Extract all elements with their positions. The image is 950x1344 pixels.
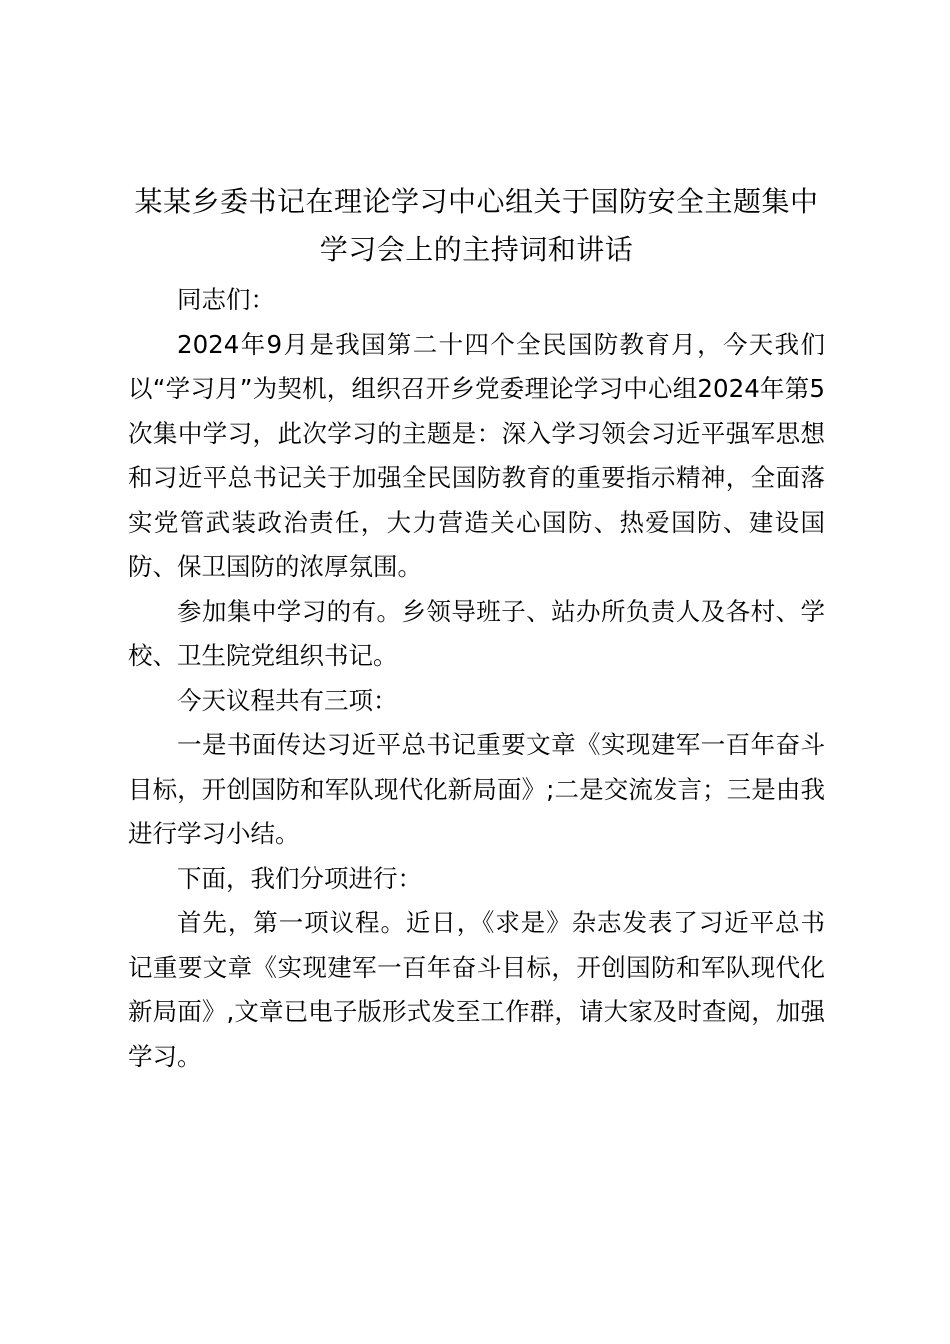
paragraph-agenda-items: 一是书面传达习近平总书记重要文章《实现建军一百年奋斗目标，开创国防和军队现代化新局面》;二是交流发言；三是由我进行学习小结。: [128, 730, 825, 848]
paragraph-proceed: 下面，我们分项进行：: [177, 863, 422, 893]
paragraph-intro: 2024年9月是我国第二十四个全民国防教育月，今天我们以“学习月”为契机，组织召开乡党委理论学习中心组2024年第5次集中学习，此次学习的主题是：深入学习领会习近平强军思想和习近平总书记关于加强全民国防教育的重要指示精神，全面落实党管武装政治责任，大力营造关心国防、热爱国防、建设国防、保卫国防的浓厚氛围。: [128, 329, 825, 581]
paragraph-first-item: 首先，第一项议程。近日，《求是》杂志发表了习近平总书记重要文章《实现建军一百年奋斗目标，开创国防和军队现代化新局面》,文章已电子版形式发至工作群，请大家及时查阅，加强学习。: [128, 908, 825, 1071]
document-page: [128, 178, 825, 1079]
document-title: 某某乡委书记在理论学习中心组关于国防安全主题集中学习会上的主持词和讲话: [134, 185, 819, 266]
document-body: [128, 278, 825, 1079]
paragraph-attendees: 参加集中学习的有。乡领导班子、站办所负责人及各村、学校、卫生院党组织书记。: [128, 596, 825, 670]
paragraph-salutation: 同志们：: [177, 285, 275, 314]
paragraph-agenda-heading: 今天议程共有三项：: [177, 685, 398, 715]
